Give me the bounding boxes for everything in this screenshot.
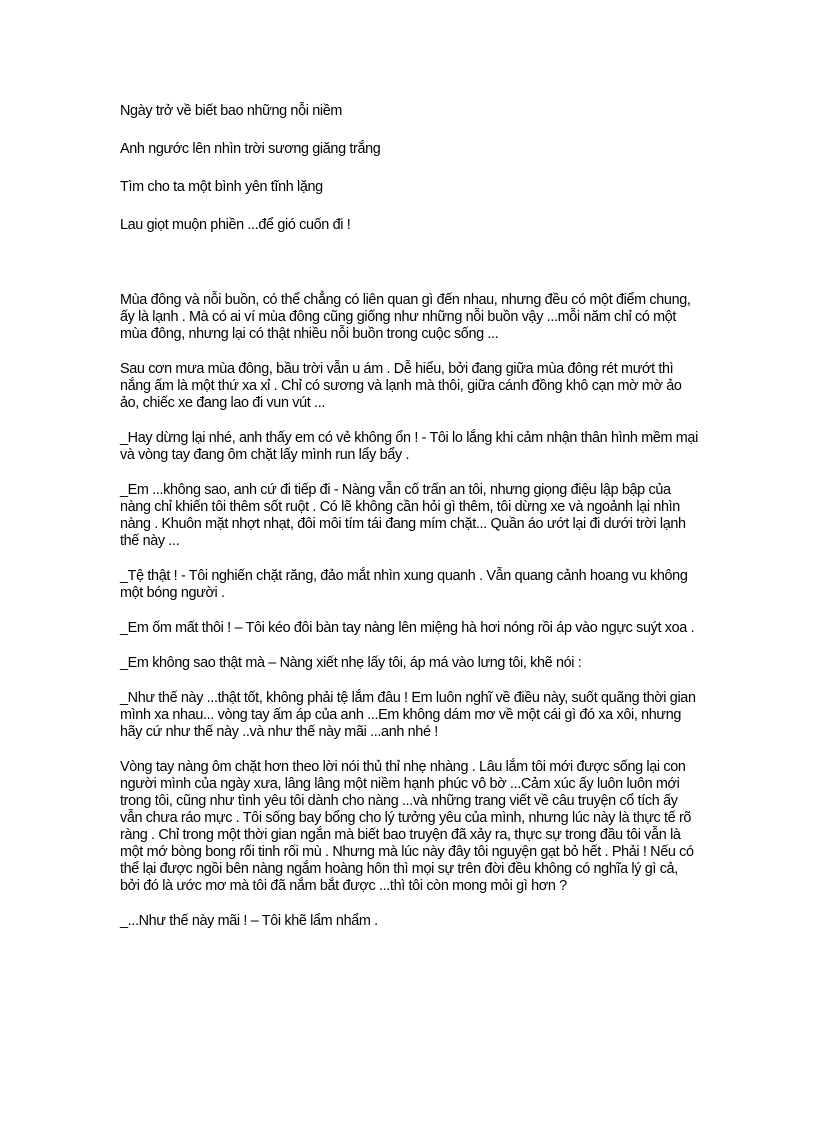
poem-stanza [120,103,720,255]
paragraph: Mùa đông và nỗi buồn, có thể chẳng có liên quan gì đến nhau, nhưng đều có một điểm chung, ấy là lạnh . Mà có ai ví mùa đông cũng giống như những nỗi buồn vậy ...mỗi năm chỉ có một mùa đông, nhưng lại có thật nhiều nỗi buồn trong cuộc sống ... [120,292,691,342]
paragraph: _Em ốm mất thôi ! – Tôi kéo đôi bàn tay nàng lên miệng hà hơi nóng rồi áp vào ngực suýt xoa . [120,620,695,636]
paragraph: _Hay dừng lại nhé, anh thấy em có vẻ không ổn ! - Tôi lo lắng khi cảm nhận thân hình mềm mại và vòng tay đang ôm chặt lấy mình run lẩy bẩy . [120,430,698,463]
paragraph: Sau cơn mưa mùa đông, bầu trời vẫn u ám . Dễ hiểu, bởi đang giữa mùa đông rét mướt thì nắng ấm là một thứ xa xỉ . Chỉ có sương và lạnh mà thôi, giữa cánh đồng khô cạn mờ mờ ảo ảo, chiếc xe đang lao đi vun vút ... [120,361,682,411]
poem-line: Lau giọt muộn phiền ...để gió cuốn đi ! [120,217,351,233]
poem-line: Tìm cho ta một bình yên tĩnh lặng [120,179,323,195]
poem-line: Anh ngước lên nhìn trời sương giăng trắng [120,141,381,157]
paragraph: _Em ...không sao, anh cứ đi tiếp đi - Nàng vẫn cố trấn an tôi, nhưng giọng điệu lập bập của nàng chỉ khiến tôi thêm sốt ruột . Có lẽ không cần hỏi gì thêm, tôi dừng xe và ngoảnh lại nhìn nàng . Khuôn mặt nhợt nhạt, đôi môi tím tái đang mím chặt... Quần áo ướt lại đi dưới trời lạnh thế này ... [120,482,686,549]
paragraph: Vòng tay nàng ôm chặt hơn theo lời nói thủ thỉ nhẹ nhàng . Lâu lắm tôi mới được sống lại con người mình của ngày xưa, lâng lâng một niềm hạnh phúc vô bờ ...Cảm xúc ấy luôn luôn mới trong tôi, cũng như tình yêu tôi dành cho nàng ...và những trang viết về câu truyện cổ tích ấy vẫn chưa ráo mực . Tôi sống bay bổng cho lý tưởng yêu của mình, nhưng lúc này là thực tế rõ ràng . Chỉ trong một thời gian ngắn mà biết bao truyện đã xảy ra, thực sự trong đầu tôi vẫn là một mớ bòng bong rối tinh rối mù . Nhưng mà lúc này đây tôi nguyện gạt bỏ hết . Phải ! Nếu có thể lại được ngồi bên nàng ngắm hoàng hôn thì mọi sự trên đời đều không có nghĩa lý gì cả, bởi đó là ước mơ mà tôi đã nắm bắt được ...thì tôi còn mong mỏi gì hơn ? [120,759,694,894]
paragraph: _Tệ thật ! - Tôi nghiến chặt răng, đảo mắt nhìn xung quanh . Vẫn quang cảnh hoang vu không một bóng người . [120,568,688,601]
story-body [120,292,698,948]
paragraph: _Em không sao thật mà – Nàng xiết nhẹ lấy tôi, áp má vào lưng tôi, khẽ nói : [120,655,582,671]
paragraph: _Như thế này ...thật tốt, không phải tệ lắm đâu ! Em luôn nghĩ về điều này, suốt quãng thời gian mình xa nhau... vòng tay ấm áp của anh ...Em không dám mơ về một cái gì đó xa xôi, nhưng hãy cứ như thế này ..và như thế này mãi ...anh nhé ! [120,690,696,740]
paragraph: _...Như thế này mãi ! – Tôi khẽ lẩm nhẩm . [120,913,378,929]
poem-line: Ngày trở về biết bao những nỗi niềm [120,103,343,119]
